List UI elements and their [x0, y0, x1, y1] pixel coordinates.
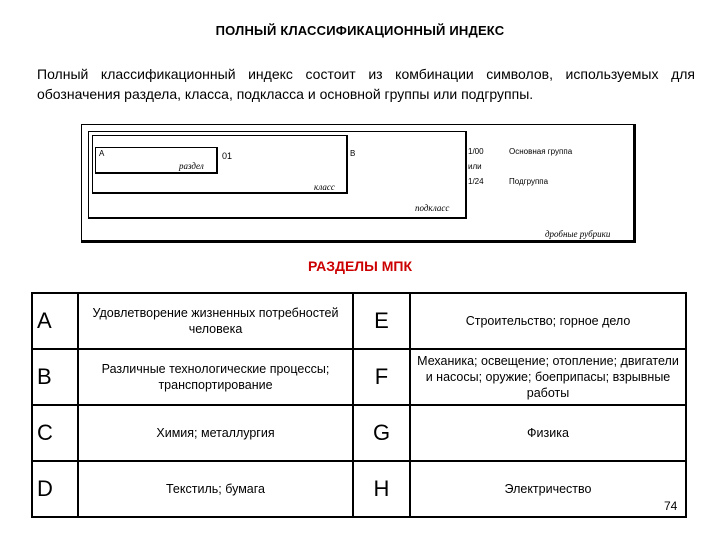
- diagram-drobnye-label: дробные рубрики: [545, 229, 611, 239]
- diagram-a-label: A: [99, 149, 105, 158]
- table-row: [32, 293, 686, 349]
- intro-paragraph: Полный классификационный индекс состоит из комбинации символов, используемых для обозначения раздела, класса, подкласса и основной группы или подгруппы.: [37, 66, 695, 102]
- section-description: Механика; освещение; отопление; двигатели и насосы; оружие; боеприпасы; взрывные работы: [410, 349, 686, 405]
- sections-heading: РАЗДЕЛЫ МПК: [308, 258, 412, 274]
- section-letter: G: [353, 405, 410, 461]
- diagram-klass-label: класс: [314, 182, 335, 192]
- index-structure-diagram: [81, 124, 636, 243]
- diagram-podklass-label: подкласс: [415, 203, 450, 213]
- diagram-ili: или: [468, 162, 482, 171]
- section-description: Электричество: [410, 461, 686, 517]
- section-letter: B: [32, 349, 78, 405]
- section-description: Удовлетворение жизненных потребностей человека: [78, 293, 353, 349]
- table-row: [32, 461, 686, 517]
- section-letter: A: [32, 293, 78, 349]
- section-letter: E: [353, 293, 410, 349]
- section-description: Текстиль; бумага: [78, 461, 353, 517]
- page-title: ПОЛНЫЙ КЛАССИФИКАЦИОННЫЙ ИНДЕКС: [215, 23, 505, 38]
- diagram-b-label: B: [350, 149, 356, 158]
- section-description: Химия; металлургия: [78, 405, 353, 461]
- diagram-group-code-1: 1/00: [468, 147, 484, 156]
- section-letter: C: [32, 405, 78, 461]
- diagram-razdel-label: раздел: [179, 161, 204, 171]
- section-description: Строительство; горное дело: [410, 293, 686, 349]
- section-letter: D: [32, 461, 78, 517]
- diagram-code-01: 01: [222, 151, 233, 161]
- diagram-osnovnaya-label: Основная группа: [509, 147, 573, 156]
- table-row: [32, 405, 686, 461]
- section-description: Различные технологические процессы; транспортирование: [78, 349, 353, 405]
- sections-table: [31, 292, 687, 518]
- diagram-podgruppa-label: Подгруппа: [509, 177, 549, 186]
- diagram-group-code-2: 1/24: [468, 177, 484, 186]
- page-number: 74: [664, 499, 678, 513]
- section-letter: F: [353, 349, 410, 405]
- section-letter: H: [353, 461, 410, 517]
- section-description: Физика: [410, 405, 686, 461]
- table-row: [32, 349, 686, 405]
